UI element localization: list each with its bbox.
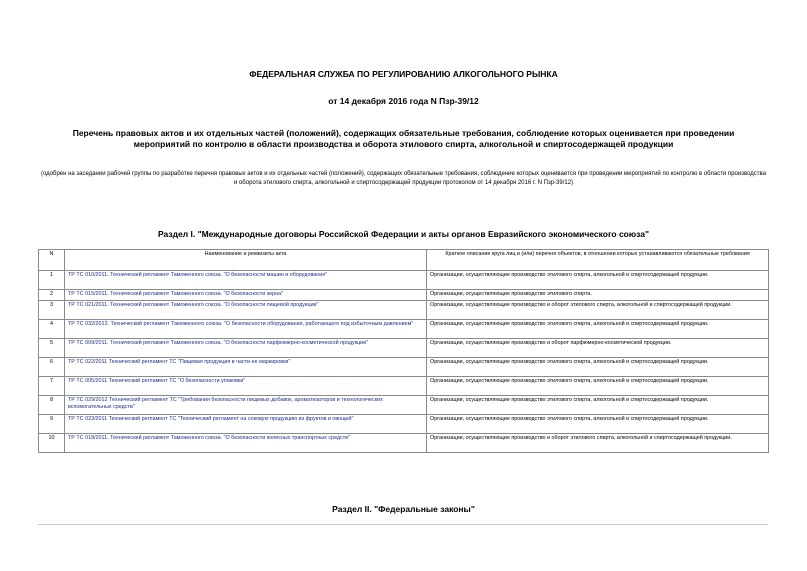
table-row	[39, 395, 769, 414]
table-row	[39, 300, 769, 319]
act-link[interactable]: ТР ТС 018/2011. Технический регламент Таможенного союза. "О безопасности колесных транспортных средств"	[65, 433, 427, 452]
table-row	[39, 433, 769, 452]
table-row	[39, 414, 769, 433]
row-description: Организации, осуществляющие производство и оборот этилового спирта, алкогольной и спиртосодержащей продукции.	[427, 433, 769, 452]
approval-note: (одобрен на заседании рабочей группы по разработке перечня правовых актов и их отдельных частей (положений), содержащих обязательные требования, соблюдение которых оценивается при проведении мероприятий по контролю в области производства и оборота этилового спирта, алкогольной и спиртосодержащей продукции протоколом от 14 декабря 2016 г. N Пзр-39/12)	[40, 171, 767, 186]
row-number: 3	[39, 300, 65, 319]
row-number: 10	[39, 433, 65, 452]
column-header-act: Наименование и реквизиты акта	[65, 250, 427, 271]
table-row	[39, 357, 769, 376]
act-link[interactable]: ТР ТС 021/2011. Технический регламент Таможенного союза. "О безопасности пищевой продукции"	[65, 300, 427, 319]
act-link[interactable]: ТР ТС 023/2011 Технический регламент ТС "Технический регламент на соковую продукцию из фруктов и овощей"	[65, 414, 427, 433]
row-description: Организации, осуществляющие производство этилового спирта.	[427, 290, 769, 301]
agency-heading: ФЕДЕРАЛЬНАЯ СЛУЖБА ПО РЕГУЛИРОВАНИЮ АЛКОГОЛЬНОГО РЫНКА	[249, 69, 558, 79]
row-number: 2	[39, 290, 65, 301]
document-date: от 14 декабря 2016 года N Пзр-39/12	[328, 96, 479, 106]
divider	[38, 524, 768, 525]
row-description: Организации, осуществляющие производство и оборот этилового спирта, алкогольной и спиртосодержащей продукции.	[427, 300, 769, 319]
row-number: 8	[39, 395, 65, 414]
act-link[interactable]: ТР ТС 022/2011 Технический регламент ТС "Пищевая продукция в части ее маркировки"	[65, 357, 427, 376]
column-header-number: N	[39, 250, 65, 271]
row-description: Организации, осуществляющие производство этилового спирта, алкогольной и спиртосодержащей продукции.	[427, 357, 769, 376]
row-description: Организации, осуществляющие производство этилового спирта, алкогольной и спиртосодержащей продукции.	[427, 319, 769, 338]
row-number: 4	[39, 319, 65, 338]
row-number: 7	[39, 376, 65, 395]
section-2-title: Раздел II. "Федеральные законы"	[332, 504, 475, 514]
row-number: 9	[39, 414, 65, 433]
section-1-title: Раздел I. "Международные договоры Российской Федерации и акты органов Евразийского экономического союза"	[157, 229, 649, 239]
row-description: Организации, осуществляющие производство этилового спирта, алкогольной и спиртосодержащей продукции.	[427, 414, 769, 433]
table-header-row	[39, 250, 769, 271]
row-number: 5	[39, 338, 65, 357]
table-row	[39, 290, 769, 301]
act-link[interactable]: ТР ТС 010/2011. Технический регламент Таможенного союза. "О безопасности машин и оборудования"	[65, 271, 427, 290]
row-description: Организации, осуществляющие производство этилового спирта, алкогольной и спиртосодержащей продукции.	[427, 376, 769, 395]
row-description: Организации, осуществляющие производство этилового спирта, алкогольной и спиртосодержащей продукции.	[427, 395, 769, 414]
acts-table	[38, 249, 769, 453]
row-number: 1	[39, 271, 65, 290]
act-link[interactable]: ТР ТС 015/2011. Технический регламент Таможенного союза. "О безопасности зерна"	[65, 290, 427, 301]
table-row	[39, 271, 769, 290]
row-description: Организации, осуществляющие производство и оборот парфюмерно-косметической продукции.	[427, 338, 769, 357]
row-number: 6	[39, 357, 65, 376]
table-row	[39, 338, 769, 357]
table-row	[39, 376, 769, 395]
act-link[interactable]: ТР ТС 032/2013. Технический регламент Таможенного союза. "О безопасности оборудования, работающего под избыточным давлением"	[65, 319, 427, 338]
act-link[interactable]: ТР ТС 029/2012 Технический регламент ТС "Требования безопасности пищевых добавок, ароматизаторов и технологических вспомогательных средств"	[65, 395, 427, 414]
column-header-description: Краткое описание круга лиц и (или) перечня объектов, в отношении которых устанавливаются обязательные требования	[427, 250, 769, 271]
act-link[interactable]: ТР ТС 009/2011. Технический регламент Таможенного союза. "О безопасности парфюмерно-косметической продукции"	[65, 338, 427, 357]
document-title: Перечень правовых актов и их отдельных частей (положений), содержащих обязательные требования, соблюдение которых оценивается при проведении мероприятий по контролю в области производства и оборота этилового спирта, алкогольной и спиртосодержащей продукции	[72, 128, 735, 149]
row-description: Организации, осуществляющие производство этилового спирта, алкогольной и спиртосодержащей продукции.	[427, 271, 769, 290]
act-link[interactable]: ТР ТС 005/2011 Технический регламент ТС "О безопасности упаковки"	[65, 376, 427, 395]
table-row	[39, 319, 769, 338]
